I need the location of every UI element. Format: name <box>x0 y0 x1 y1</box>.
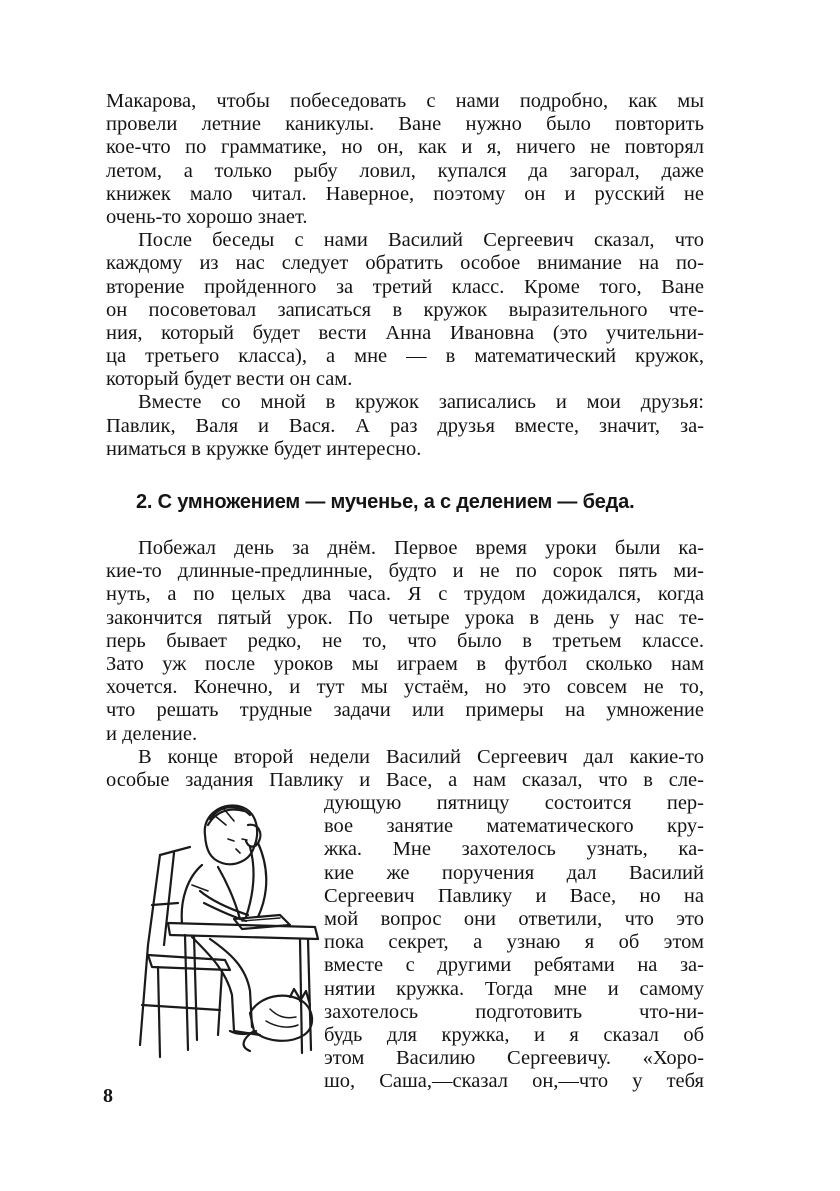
text-line: летом, а только рыбу ловил, купался да загорал, даже <box>106 159 704 182</box>
text-line: Вместе со мной в кружок записались и мои друзья: <box>138 391 704 414</box>
text-line: вторение пройденного за третий класс. Кроме того, Ване <box>106 275 704 298</box>
text-line: пока секрет, а узнаю я об этом <box>324 931 704 954</box>
text-line: Побежал день за днём. Первое время уроки были ка- <box>138 537 704 559</box>
text-line: жка. Мне захотелось узнать, ка- <box>324 838 704 861</box>
text-line: вместе с другими ребятами на за- <box>324 954 704 977</box>
text-line: и деление. <box>106 722 198 745</box>
text-line: В конце второй недели Василий Сергеевич дал какие-то <box>138 745 704 768</box>
text-line: Павлик, Валя и Вася. А раз друзья вместе, значит, за- <box>106 414 704 437</box>
boy-at-desk-illustration <box>130 795 330 1060</box>
text-line: каждому из нас следует обратить особое внимание на по- <box>106 252 704 275</box>
text-line: что решать трудные задачи или примеры на умножение <box>106 699 704 722</box>
text-line: шо, Саша,—сказал он,—что у тебя <box>324 1070 704 1093</box>
text-line: нятии кружка. Тогда мне и самому <box>324 977 704 1000</box>
text-line: ния, который будет вести Анна Ивановна (это учительни- <box>106 321 704 344</box>
text-line: этом Василию Сергеевичу. «Хоро- <box>324 1047 704 1070</box>
text-line: захотелось подготовить что-ни- <box>324 1000 704 1023</box>
text-line: нуть, а по целых два часа. Я с трудом дожидался, когда <box>106 583 704 606</box>
text-line: кое-что по грамматике, но он, как и я, ничего не повторял <box>106 136 704 159</box>
text-line: который будет вести он сам. <box>106 368 353 391</box>
text-line: хочется. Конечно, и тут мы устаём, но это совсем не то, <box>106 676 704 699</box>
page-number: 8 <box>103 1085 113 1107</box>
paragraph-2 <box>106 229 704 391</box>
text-line: кие же поручения дал Василий <box>324 861 704 884</box>
section-heading: 2. С умножением — мученье, а с делением — беда. <box>136 491 635 513</box>
text-line: Сергеевич Павлику и Васе, но на <box>324 884 704 907</box>
text-line: закончится пятый урок. По четыре урока в день у нас те- <box>106 606 704 629</box>
text-line: мой вопрос они ответили, что это <box>324 908 704 930</box>
text-line: будь для кружка, и я сказал об <box>324 1023 704 1046</box>
text-line: кие-то длинные-предлинные, будто и не по сорок пять ми- <box>106 560 704 583</box>
paragraph-1 <box>106 90 704 229</box>
text-line: перь бывает редко, не то, что было в третьем классе. <box>106 629 704 652</box>
text-line: он посоветовал записаться в кружок выразительного чте- <box>106 298 704 321</box>
text-line: книжек мало читал. Наверное, поэтому он и русский не <box>106 182 704 205</box>
text-line: дующую пятницу состоится пер- <box>324 792 704 815</box>
text-line: ца третьего класса), а мне — в математический кружок, <box>106 345 704 368</box>
text-line: ниматься в кружке будет интересно. <box>106 437 422 460</box>
text-line: провели летние каникулы. Ване нужно было повторить <box>106 113 704 136</box>
text-line: вое занятие математического кру- <box>324 815 704 838</box>
text-line: Макарова, чтобы побеседовать с нами подробно, как мы <box>106 90 704 112</box>
text-line: особые задания Павлику и Васе, а нам сказал, что в сле- <box>106 768 704 791</box>
paragraph-4 <box>106 537 704 746</box>
text-line: очень-то хорошо знает. <box>106 205 308 228</box>
text-line: После беседы с нами Василий Сергеевич сказал, что <box>138 229 704 252</box>
text-line: Зато уж после уроков мы играем в футбол сколько нам <box>106 652 704 675</box>
text-beside-illustration <box>324 792 704 1093</box>
paragraph-3 <box>106 391 704 461</box>
